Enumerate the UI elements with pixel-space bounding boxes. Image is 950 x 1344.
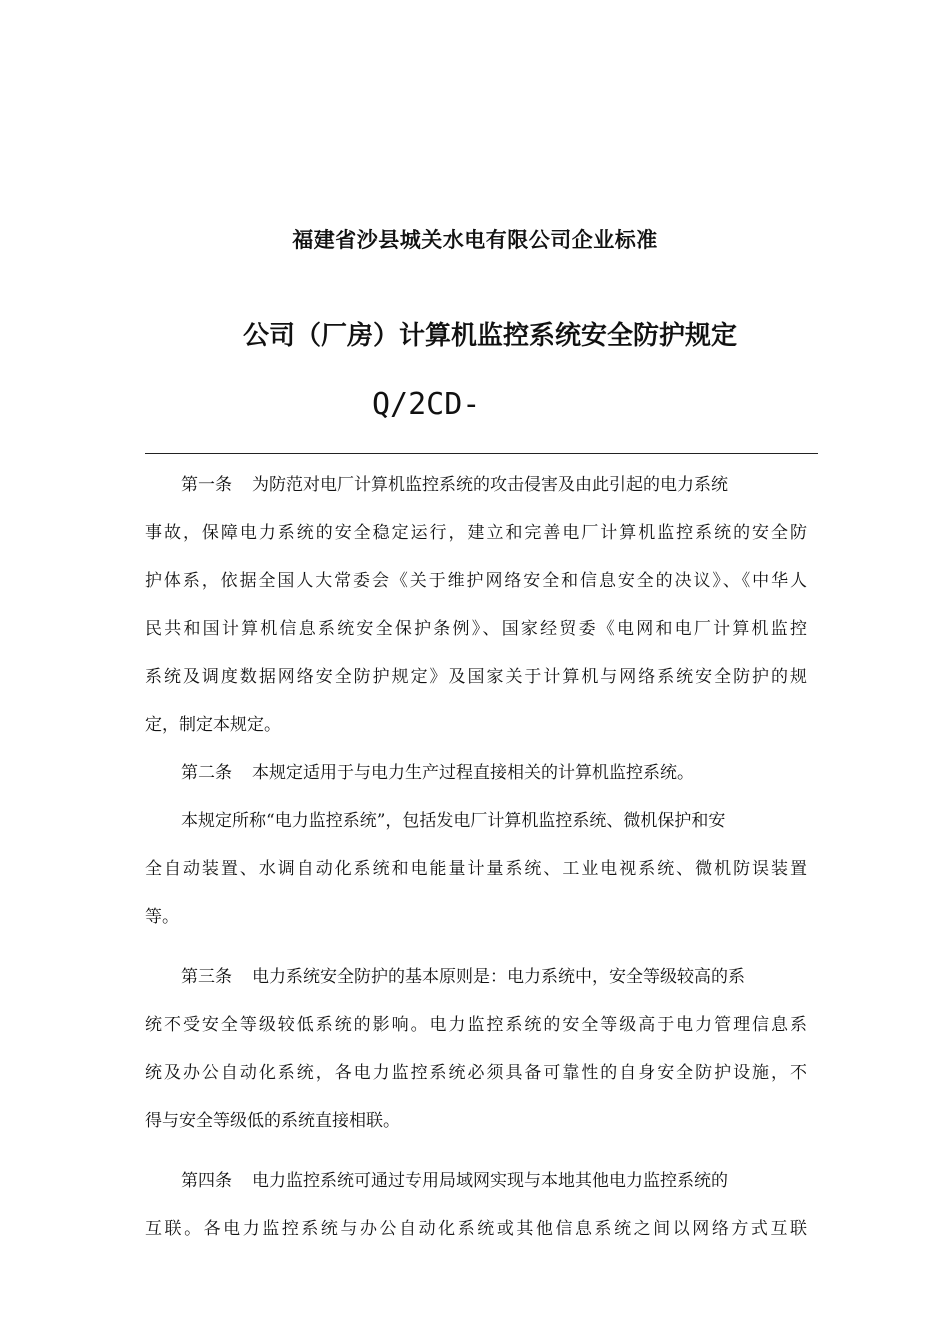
organization-title: 福建省沙县城关水电有限公司企业标准 bbox=[292, 228, 658, 252]
article-2-line-1: 第二条 本规定适用于与电力生产过程直接相关的计算机监控系统。 bbox=[181, 763, 694, 783]
article-3-line-1: 第三条 电力系统安全防护的基本原则是：电力系统中，安全等级较高的系 bbox=[181, 967, 745, 987]
document-body bbox=[145, 461, 807, 1253]
article-1-line-5: 系统及调度数据网络安全防护规定》及国家关于计算机与网络系统安全防护的规 bbox=[145, 667, 807, 687]
article-3-label: 第三条 bbox=[181, 967, 232, 987]
article-1-label: 第一条 bbox=[181, 475, 232, 495]
article-1-line-3: 护体系，依据全国人大常委会《关于维护网络安全和信息安全的决议》、《中华人 bbox=[145, 571, 807, 591]
header-divider bbox=[145, 453, 818, 454]
article-2-note-line-1: 本规定所称“电力监控系统”，包括发电厂计算机监控系统、微机保护和安 bbox=[181, 811, 726, 831]
article-4-line-1: 第四条 电力监控系统可通过专用局域网实现与本地其他电力监控系统的 bbox=[181, 1171, 728, 1191]
article-3-line-2: 统不受安全等级较低系统的影响。电力监控系统的安全等级高于电力管理信息系 bbox=[145, 1015, 807, 1035]
article-1-line-6: 定，制定本规定。 bbox=[145, 715, 281, 735]
article-1-line-4: 民共和国计算机信息系统安全保护条例》、国家经贸委《电网和电厂计算机监控 bbox=[145, 619, 807, 639]
article-4-line-2: 互联。各电力监控系统与办公自动化系统或其他信息系统之间以网络方式互联 bbox=[145, 1219, 807, 1239]
article-4-label: 第四条 bbox=[181, 1171, 232, 1191]
article-2-label: 第二条 bbox=[181, 763, 232, 783]
article-1-line-2: 事故，保障电力系统的安全稳定运行，建立和完善电厂计算机监控系统的安全防 bbox=[145, 523, 807, 543]
document-title: 公司（厂房）计算机监控系统安全防护规定 bbox=[242, 321, 737, 351]
article-3-line-4: 得与安全等级低的系统直接相联。 bbox=[145, 1111, 400, 1131]
article-2-note-line-3: 等。 bbox=[145, 907, 179, 927]
article-3-line-3: 统及办公自动化系统，各电力监控系统必须具备可靠性的自身安全防护设施，不 bbox=[145, 1063, 807, 1083]
standard-code: Q/2CD- bbox=[372, 387, 481, 422]
article-1-line-1: 第一条 为防范对电厂计算机监控系统的攻击侵害及由此引起的电力系统 bbox=[181, 475, 728, 495]
article-2-note-line-2: 全自动装置、水调自动化系统和电能量计量系统、工业电视系统、微机防误装置 bbox=[145, 859, 807, 879]
